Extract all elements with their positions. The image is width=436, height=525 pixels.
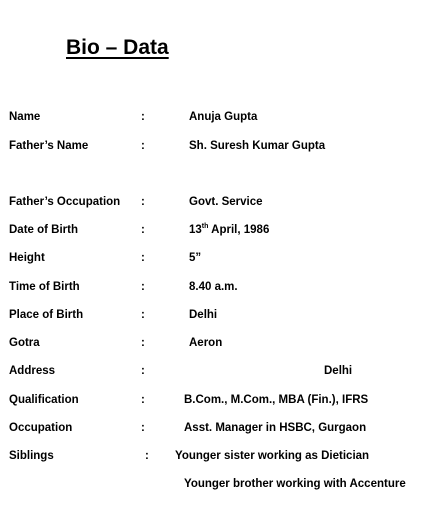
value-gotra: Aeron — [189, 337, 223, 349]
dob-day: 13 — [189, 224, 202, 236]
value-place-of-birth: Delhi — [189, 309, 218, 321]
colon: : — [141, 337, 145, 349]
colon: : — [141, 365, 145, 377]
label-fathers-name: Father’s Name — [9, 140, 89, 152]
dob-rest: April, 1986 — [208, 224, 270, 236]
label-address: Address — [9, 365, 56, 377]
value-date-of-birth — [189, 223, 269, 237]
colon: : — [141, 140, 145, 152]
colon: : — [141, 394, 145, 406]
document-title: Bio – Data — [66, 36, 169, 59]
value-address: Delhi — [324, 365, 353, 377]
label-time-of-birth: Time of Birth — [9, 281, 80, 293]
colon: : — [141, 281, 145, 293]
value-fathers-occupation: Govt. Service — [189, 196, 263, 208]
value-height: 5” — [189, 252, 202, 264]
label-qualification: Qualification — [9, 394, 79, 406]
colon: : — [141, 422, 145, 434]
dob-day-suffix: th — [201, 223, 209, 231]
label-fathers-occupation: Father’s Occupation — [9, 196, 121, 208]
colon: : — [141, 224, 145, 236]
label-height: Height — [9, 252, 45, 264]
value-time-of-birth: 8.40 a.m. — [189, 281, 238, 293]
colon: : — [141, 309, 145, 321]
label-date-of-birth: Date of Birth — [9, 224, 78, 236]
label-gotra: Gotra — [9, 337, 40, 349]
value-occupation: Asst. Manager in HSBC, Gurgaon — [184, 422, 367, 434]
value-fathers-name: Sh. Suresh Kumar Gupta — [189, 140, 326, 152]
value-siblings-2: Younger brother working with Accenture — [184, 478, 406, 490]
value-siblings-1: Younger sister working as Dietician — [175, 450, 370, 462]
colon: : — [145, 450, 149, 462]
value-name: Anuja Gupta — [189, 111, 258, 123]
label-siblings: Siblings — [9, 450, 54, 462]
label-place-of-birth: Place of Birth — [9, 309, 84, 321]
label-occupation: Occupation — [9, 422, 73, 434]
label-name: Name — [9, 111, 41, 123]
colon: : — [141, 252, 145, 264]
colon: : — [141, 111, 145, 123]
colon: : — [141, 196, 145, 208]
value-qualification: B.Com., M.Com., MBA (Fin.), IFRS — [184, 394, 369, 406]
